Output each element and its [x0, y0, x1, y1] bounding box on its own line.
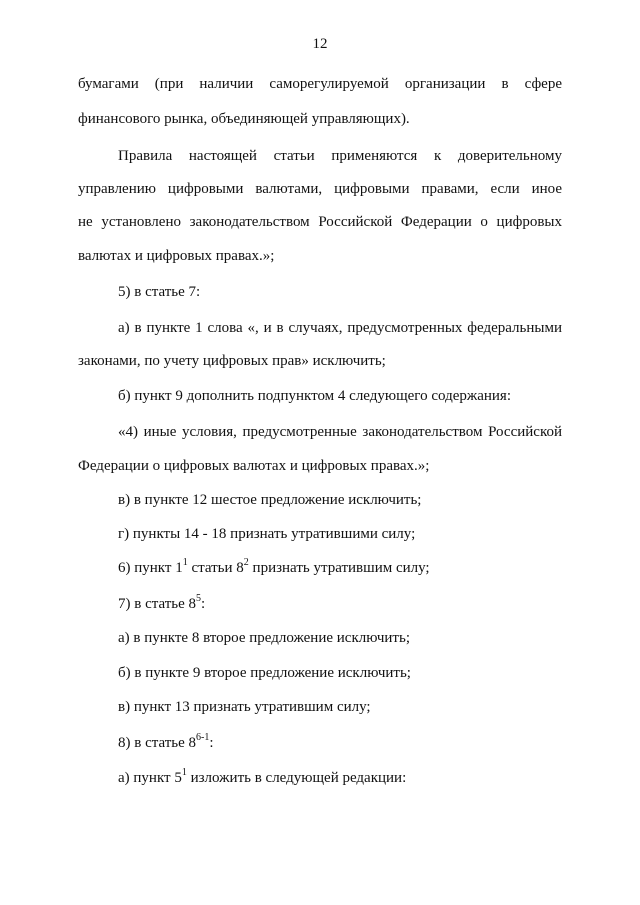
superscript: 6-1 — [196, 732, 210, 743]
text-fragment: : — [209, 735, 214, 751]
superscript: 2 — [243, 557, 249, 568]
text-line: «4) иные условия, предусмотренные законодательством Российской — [118, 424, 562, 440]
text-line: валютах и цифровых правах.»; — [78, 248, 275, 264]
text-line — [118, 558, 430, 578]
superscript: 1 — [181, 767, 187, 778]
text-line: а) в пункте 8 второе предложение исключить; — [118, 630, 410, 646]
text-line: в) в пункте 12 шестое предложение исключить; — [118, 492, 422, 508]
text-fragment: 7) в статье 8 — [118, 596, 197, 612]
text-fragment: 6) пункт 1 — [118, 560, 183, 576]
page-number: 12 — [312, 36, 328, 52]
text-line: Правила настоящей статьи применяются к доверительному — [118, 148, 562, 164]
text-line: в) пункт 13 признать утратившим силу; — [118, 699, 371, 715]
text-line: управлению цифровыми валютами, цифровыми правами, если иное — [78, 181, 562, 197]
text-fragment: изложить в следующей редакции: — [186, 770, 407, 786]
text-line — [118, 594, 205, 614]
text-fragment: 8) в статье 8 — [118, 735, 197, 751]
text-line: бумагами (при наличии саморегулируемой организации в сфере — [78, 76, 562, 92]
text-line — [118, 733, 214, 753]
text-line: б) в пункте 9 второе предложение исключить; — [118, 665, 411, 681]
superscript: 5 — [196, 593, 202, 604]
text-line: г) пункты 14 - 18 признать утратившими силу; — [118, 526, 416, 542]
text-fragment: признать утратившим силу; — [248, 560, 430, 576]
text-line: не установлено законодательством Российской Федерации о цифровых — [78, 214, 562, 230]
text-line: 5) в статье 7: — [118, 284, 201, 300]
text-fragment: статьи 8 — [187, 560, 244, 576]
text-fragment: : — [201, 596, 206, 612]
text-line: Федерации о цифровых валютах и цифровых правах.»; — [78, 458, 430, 474]
text-line: б) пункт 9 дополнить подпунктом 4 следующего содержания: — [118, 388, 511, 404]
text-line: а) в пункте 1 слова «, и в случаях, предусмотренных федеральными — [118, 320, 562, 336]
text-line: законами, по учету цифровых прав» исключить; — [78, 353, 386, 369]
text-line: финансового рынка, объединяющей управляющих). — [78, 111, 410, 127]
text-line — [118, 768, 406, 788]
superscript: 1 — [182, 557, 188, 568]
text-fragment: а) пункт 5 — [118, 770, 182, 786]
